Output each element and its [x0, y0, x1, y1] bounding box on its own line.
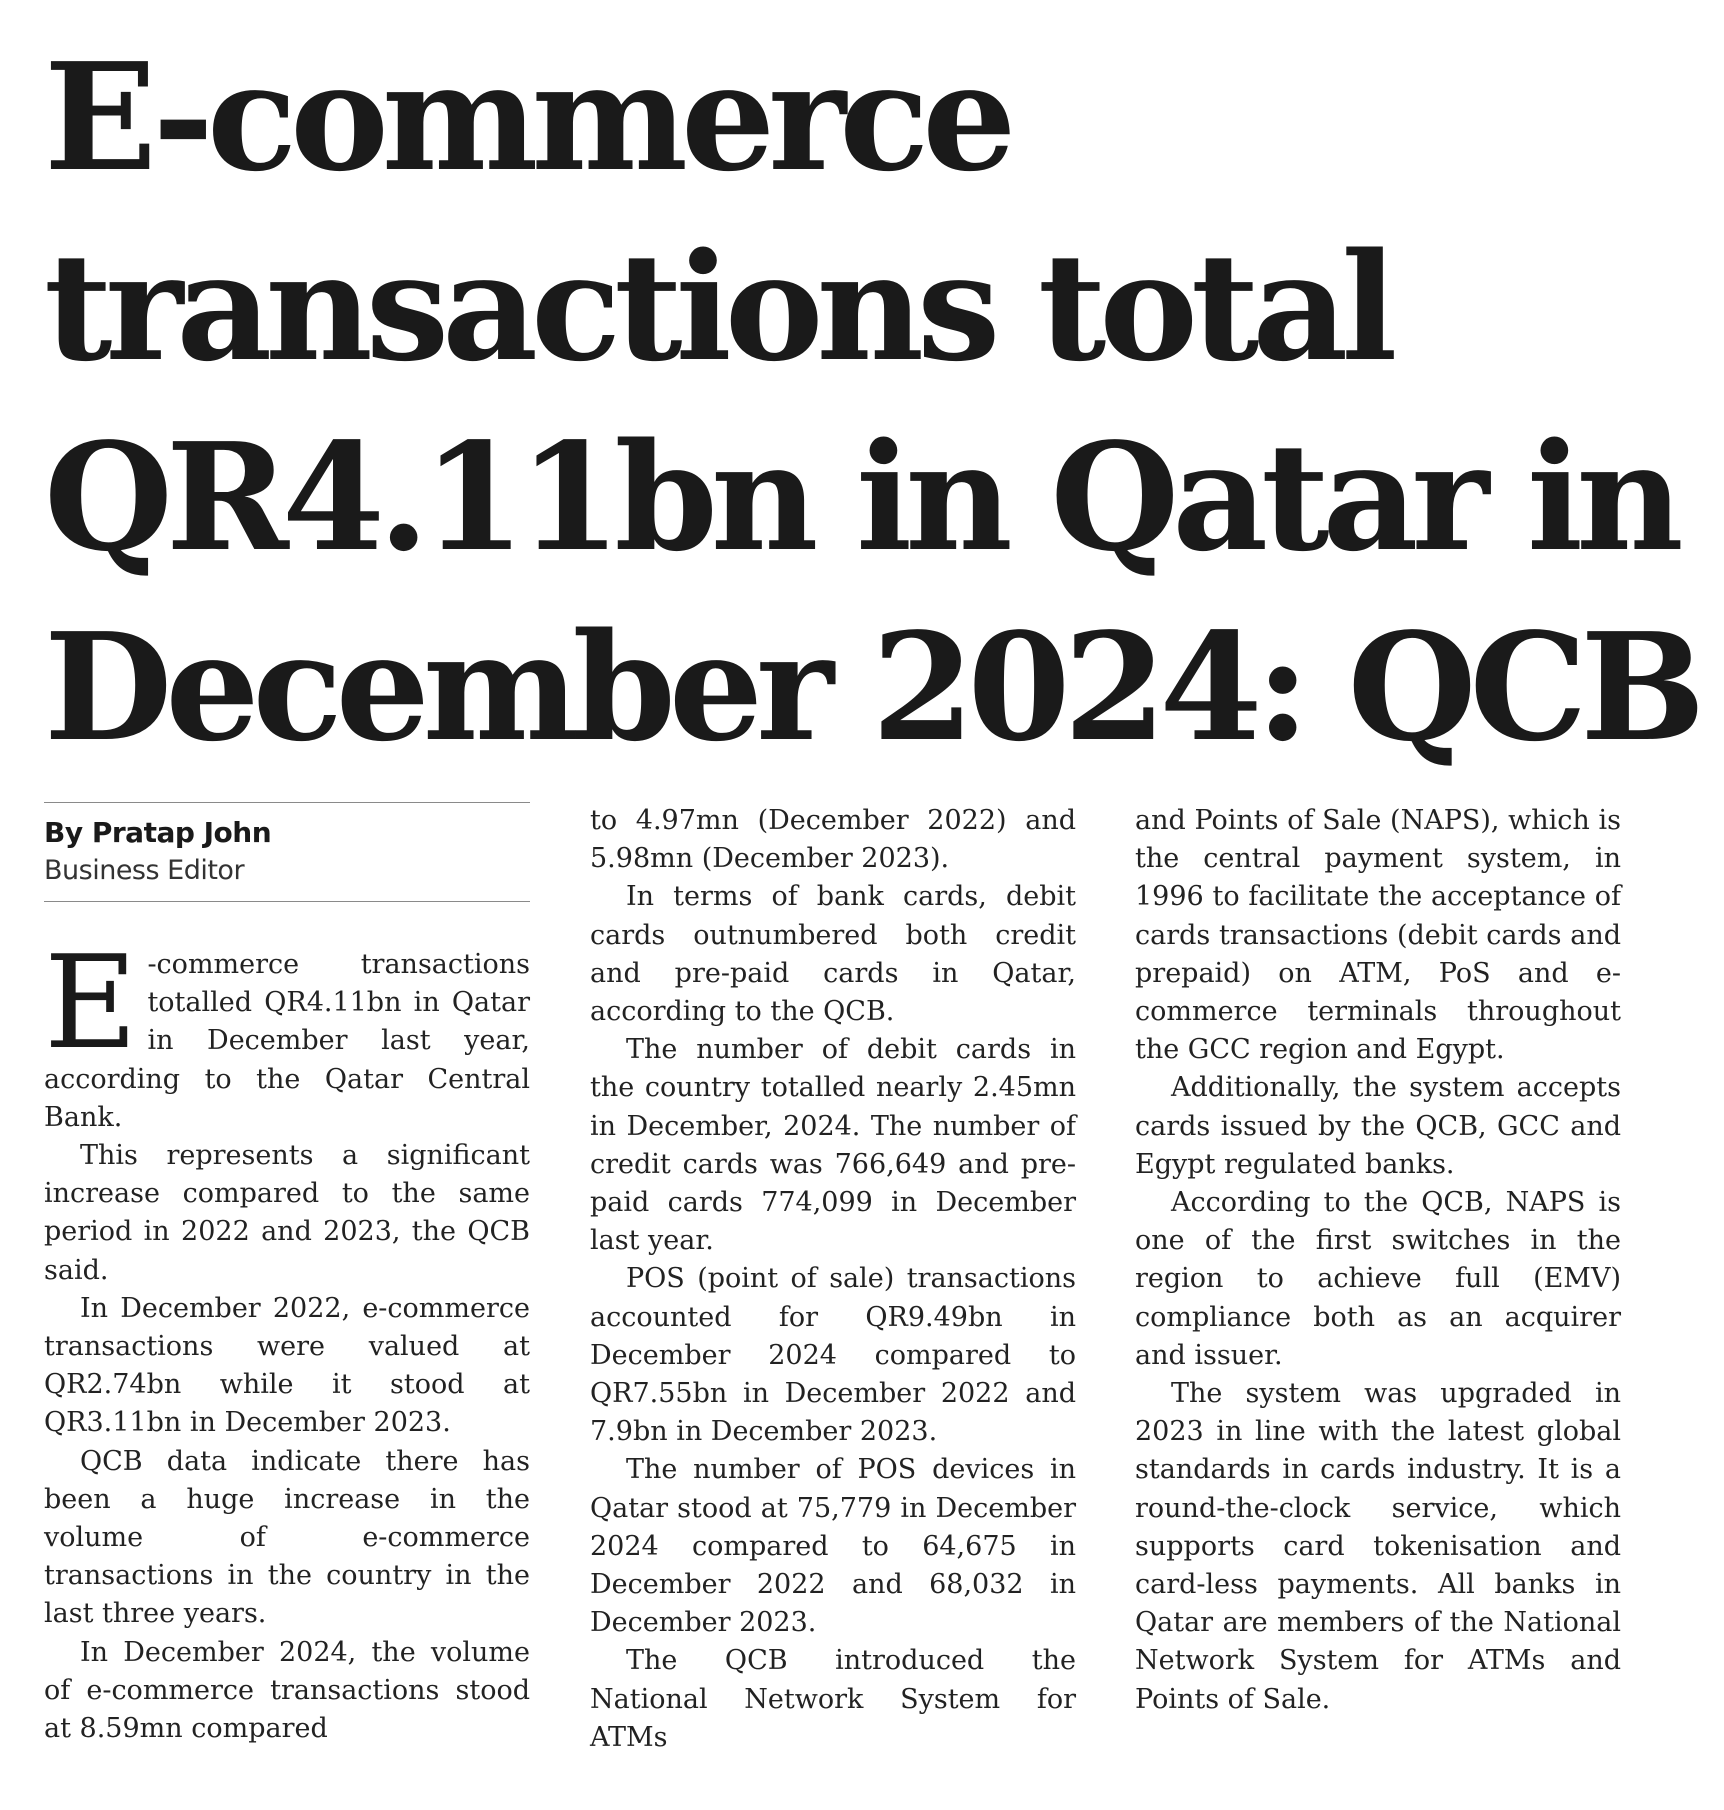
- headline: [44, 22, 1704, 782]
- byline-role: Business Editor: [44, 855, 245, 886]
- paragraph: This represents a significant increase compared to the same period in 2022 and 2023, the QCB said.: [44, 1140, 530, 1286]
- paragraph: QCB data indicate there has been a huge increase in the volume of e-commerce transactions in the country in the last three years.: [44, 1445, 530, 1630]
- paragraph: In December 2022, e-commerce transactions were valued at QR2.74bn while it stood at QR3.11bn in December 2023.: [44, 1292, 530, 1439]
- byline-author: By Pratap John: [44, 816, 272, 849]
- paragraph: The QCB introduced the National Network System for ATMs: [590, 1645, 1076, 1753]
- paragraph: POS (point of sale) transactions accounted for QR9.49bn in December 2024 compared to QR7.55bn in December 2022 and 7.9bn in December 2023.: [590, 1263, 1076, 1448]
- lead-paragraph: [44, 929, 530, 1137]
- headline-line-4: December 2024: QCB: [44, 600, 1699, 774]
- headline-line-2: transactions total: [44, 220, 1391, 394]
- paragraph-continuation: to 4.97mn (December 2022) and 5.98mn (December 2023).: [590, 805, 1076, 875]
- headline-line-3: QR4.11bn in Qatar in: [44, 410, 1677, 584]
- paragraph: Additionally, the system accepts cards issued by the QCB, GCC and Egypt regulated banks.: [1135, 1072, 1621, 1180]
- paragraph-continuation: and Points of Sale (NAPS), which is the central payment system, in 1996 to facilitate the acceptance of cards transactions (debit cards and prepaid) on ATM, PoS and e-commerce terminals throughout the GCC region and Egypt.: [1135, 805, 1621, 1066]
- paragraph: According to the QCB, NAPS is one of the first switches in the region to achieve full (EMV) compliance both as an acquirer and issuer.: [1135, 1187, 1621, 1371]
- paragraph: In terms of bank cards, debit cards outnumbered both credit and pre-paid cards in Qatar, according to the QCB.: [590, 881, 1076, 1028]
- paragraph: The number of POS devices in Qatar stood at 75,779 in December 2024 compared to 64,675 in December 2022 and 68,032 in December 2023.: [590, 1454, 1076, 1639]
- headline-line-1: E-commerce: [44, 30, 1010, 204]
- article-column-1: [44, 802, 530, 1748]
- paragraph: The system was upgraded in 2023 in line with the latest global standards in cards industry. It is a round-the-clock service, which supports card tokenisation and card-less payments. All banks in Qatar are members of the National Network System for ATMs and Points of Sale.: [1135, 1378, 1621, 1715]
- paragraph: In December 2024, the volume of e-commerce transactions stood at 8.59mn compared: [44, 1636, 530, 1745]
- drop-cap: E: [44, 929, 138, 1078]
- article-column-3: [1135, 802, 1621, 1719]
- article-column-2: [590, 802, 1076, 1757]
- byline: [44, 802, 530, 902]
- paragraph: The number of debit cards in the country totalled nearly 2.45mn in December, 2024. The number of credit cards was 766,649 and pre-paid cards 774,099 in December last year.: [590, 1034, 1076, 1257]
- lead-text: -commerce transactions totalled QR4.11bn in Qatar in December last year, according to the Qatar Central Bank.: [44, 949, 530, 1133]
